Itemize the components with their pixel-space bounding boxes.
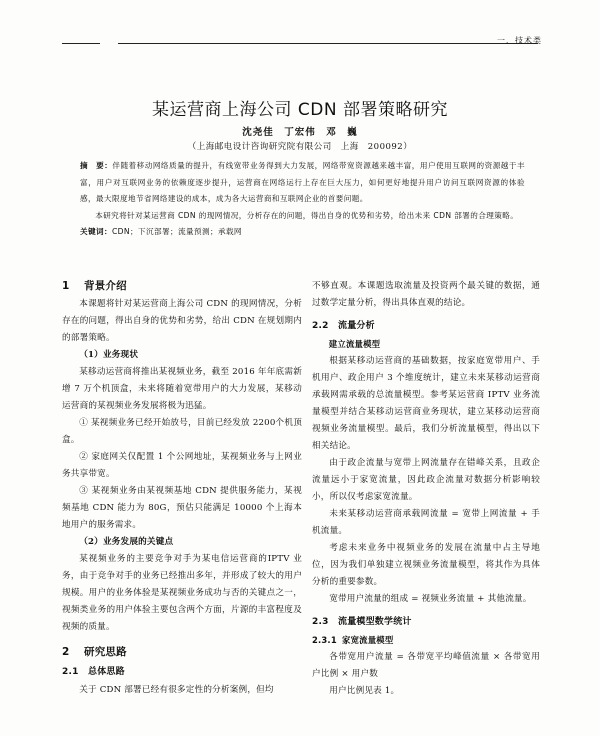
section-2-title: 研究思路 [84,646,127,658]
right-para-8: 用户比例见表 1。 [329,686,400,696]
section-2-2-title: 流量分析 [338,321,375,331]
paper-title: 某运营商上海公司 CDN 部署策略研究 [152,100,448,120]
right-para-6: 宽带用户流量的组成 = 视频业务流量 + 其他流量。 [329,594,532,604]
section-2-3-1-title: 家宽流量模型 [342,635,394,645]
left-para-5: ③ 某视频业务由某视频基地 CDN 提供服务能力，某视频基地 CDN 能力为 80G，预估只能满足 10000 个上海本地用户的服务需求。 [62,486,302,530]
keywords-text: CDN；下沉部署；流量预测；承载网 [111,227,242,236]
abstract-para [80,158,525,208]
abstract-text: 伴随着移动网络质量的提升，有线宽带业务得到大力发展，网络带宽资源越来越丰富，用户使用互联网的资源越于丰富，用户对互联网业务的依赖度逐步提升，运营商在网络运行上存在巨大压力，如何更好地提升用户访问互联网资源的体验感，最大限度地节省网络建设的成本，成为各大运营商和互联网企业的首要问题。 [80,161,525,203]
section-2-3-heading [312,612,540,632]
section-2-3-title: 流量模型数学统计 [338,617,412,627]
left-para-7: 关于 CDN 部署已经有很多定性的分析案例，但均 [79,685,274,695]
abstract-block [80,158,525,241]
section-2-3-number: 2.3 [312,617,329,627]
left-para-6: 某视频业务的主要竞争对手为某电信运营商的IPTV 业务，由于竞争对手的业务已经推出多年，并形成了较大的用户规模。用户的业务体验是某视频业务成功与否的关键点之一，视频类业务的用户体验主要包含两个方面，片源的丰富程度及视频的质量。 [62,554,302,632]
left-column [62,276,302,699]
section-2-1-number: 2.1 [62,667,79,677]
keywords [80,224,525,241]
section-1-title: 背景介绍 [84,280,127,292]
affiliation: （上海邮电设计咨询研究院有限公司 上海 200092） [187,142,413,152]
section-2-1-heading [62,662,302,682]
section-2-number: 2 [62,646,70,658]
sub-heading-key-points: （2）业务发展的关键点 [79,537,174,547]
right-para-1: 不够直观。本课题选取流量及投资两个最关键的数据，通过数学定量分析，得出具体直观的结论。 [312,281,540,308]
abstract-label: 摘 要： [80,161,113,170]
section-1-heading [62,276,302,296]
section-2-1-title: 总体思路 [88,667,125,677]
left-para-2: 某移动运营商将推出某视频业务，截至 2016 年年底需新增 7 万个机顶盒，未来将随着宽带用户的大力发展，某移动运营商的某视频业务发展将极为迅猛。 [62,367,302,411]
section-2-heading [62,642,302,662]
section-2-2-heading [312,316,540,336]
section-2-3-1-heading [312,632,540,649]
left-para-1: 本课题将针对某运营商上海公司 CDN 的现网情况，分析存在的问题，得出自身的优势和劣势，给出 CDN 在规划期内的部署策略。 [62,299,302,343]
left-para-3: ① 某视频业务已经开始放号，目前已经发放 2200个机顶盒。 [62,418,302,445]
authors: 沈尧佳 丁宏伟 邓 巍 [242,127,358,138]
running-header: 一、技术类 [497,36,542,45]
sub-heading-business-status: （1）业务现状 [79,350,139,360]
abstract-text-2: 本研究将针对某运营商 CDN 的现网情况，分析存在的问题，得出自身的优势和劣势，给出未来 CDN 部署的合理策略。 [95,210,519,220]
section-2-2-number: 2.2 [312,321,329,331]
right-para-5: 考虑未来业务中视频业务的发展在流量中占主导地位，因为我们单独建立视频业务流量模型，将其作为具体分析的重要参数。 [312,543,540,587]
right-para-4: 未来某移动运营商承载网流量 = 宽带上网流量 + 手机流量。 [312,509,540,536]
header-rule-long [118,43,538,44]
section-2-3-1-number: 2.3.1 [312,635,337,645]
section-1-number: 1 [62,280,70,292]
sub-heading-build-model: 建立流量模型 [328,339,381,349]
right-para-3: 由于政企流量与宽带上网流量存在错峰关系，且政企流量远小于家宽流量，因此政企流量对数据分析影响较小，所以仅考虑家宽流量。 [312,458,540,502]
right-para-7: 各带宽用户流量 = 各带宽平均峰值流量 × 各带宽用户比例 × 用户数 [312,652,540,679]
right-para-2: 根据某移动运营商的基础数据，按家庭宽带用户、手机用户、政企用户 3 个维度统计，建立未来某移动运营商承载网需承载的总流量模型。参考某运营商 IPTV 业务流量模型并结合某移动运营商业务现状，建立某移动运营商视频业务流量模型。最后，我们分析流量模型，得出以下相关结论。 [312,356,540,451]
header-rule-short [62,43,100,44]
right-column [312,278,540,700]
keywords-label: 关键词： [80,227,112,236]
left-para-4: ② 家庭网关仅配置 1 个公网地址，某视频业务与上网业务共享带宽。 [62,452,302,479]
